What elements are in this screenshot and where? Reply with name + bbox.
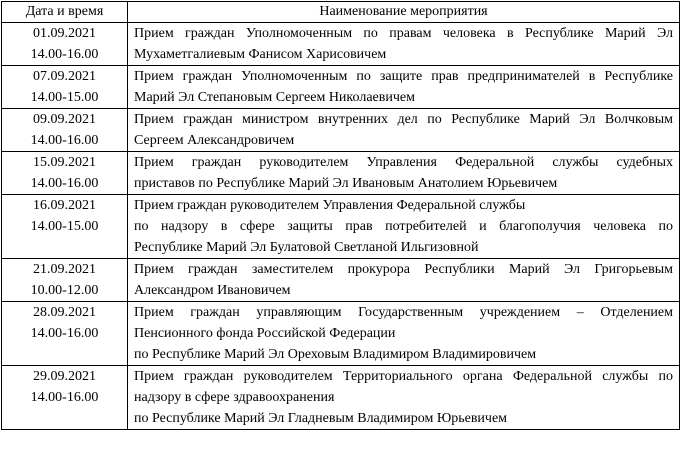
event-description-line: Пенсионного фонда Российской Федерации [134, 326, 396, 341]
event-description-line: Прием граждан управляющим Государственным учреждением – Отделением [134, 305, 673, 320]
date-time-cell [2, 66, 128, 109]
event-time: 14.00-16.00 [30, 176, 99, 191]
event-name-header: Наименование мероприятия [128, 2, 680, 23]
event-time: 14.00-16.00 [30, 326, 99, 341]
table-row [2, 109, 680, 152]
date-time-cell [2, 152, 128, 195]
event-date: 07.09.2021 [33, 69, 96, 84]
table-row [2, 66, 680, 109]
header-row [2, 2, 680, 23]
event-description-line: Республике Марий Эл Булатовой Светланой Ильгизовной [134, 240, 479, 255]
event-description-line: Прием граждан руководителем Управления Федеральной службы [134, 198, 526, 213]
event-time: 14.00-15.00 [30, 219, 99, 234]
date-time-header: Дата и время [2, 2, 128, 23]
event-description-line: Прием граждан министром внутренних дел по Республике Марий Эл Волчковым [134, 112, 673, 127]
date-time-cell [2, 109, 128, 152]
schedule-table [1, 1, 680, 430]
event-description-line: Сергеем Александровичем [134, 133, 295, 148]
event-date: 16.09.2021 [33, 198, 96, 213]
table-row [2, 366, 680, 430]
event-time: 14.00-16.00 [30, 47, 99, 62]
event-description-line: надзору в сфере здравоохранения [134, 390, 335, 405]
event-date: 21.09.2021 [33, 262, 96, 277]
event-date: 29.09.2021 [33, 369, 96, 384]
event-description-line: Марий Эл Степановым Сергеем Николаевичем [134, 90, 415, 105]
event-description-line: Прием граждан руководителем Территориального органа Федеральной службы по [134, 369, 673, 384]
table-row [2, 195, 680, 259]
table-row [2, 152, 680, 195]
table-row [2, 302, 680, 366]
event-description-line: Прием граждан заместителем прокурора Республики Марий Эл Григорьевым [134, 262, 673, 277]
event-description-line: Прием граждан Уполномоченным по защите прав предпринимателей в Республике [134, 69, 673, 84]
date-time-cell [2, 23, 128, 66]
table-row [2, 23, 680, 66]
event-time: 10.00-12.00 [30, 283, 99, 298]
event-name-cell [128, 66, 680, 109]
event-date: 28.09.2021 [33, 305, 96, 320]
event-time: 14.00-16.00 [30, 390, 99, 405]
event-description-line: приставов по Республике Марий Эл Ивановым Анатолием Юрьевичем [134, 176, 558, 191]
date-time-cell [2, 195, 128, 259]
event-time: 14.00-15.00 [30, 90, 99, 105]
date-time-cell [2, 302, 128, 366]
event-date: 01.09.2021 [33, 26, 96, 41]
table-body [2, 23, 680, 430]
event-description-line: по Республике Марий Эл Ореховым Владимиром Владимировичем [134, 347, 537, 362]
event-description-line: по Республике Марий Эл Гладневым Владимиром Юрьевичем [134, 411, 508, 426]
event-name-cell [128, 259, 680, 302]
event-name-cell [128, 195, 680, 259]
event-time: 14.00-16.00 [30, 133, 99, 148]
date-time-cell [2, 259, 128, 302]
event-description-line: Мухаметгалиевым Фанисом Харисовичем [134, 47, 387, 62]
event-name-cell [128, 366, 680, 430]
event-description-line: Александром Ивановичем [134, 283, 291, 298]
date-time-cell [2, 366, 128, 430]
event-description-line: Прием граждан Уполномоченным по правам человека в Республике Марий Эл [134, 26, 673, 41]
event-date: 09.09.2021 [33, 112, 96, 127]
event-description-line: Прием граждан руководителем Управления Федеральной службы судебных [134, 155, 673, 170]
event-name-cell [128, 23, 680, 66]
event-name-cell [128, 109, 680, 152]
table-row [2, 259, 680, 302]
event-date: 15.09.2021 [33, 155, 96, 170]
event-name-cell [128, 152, 680, 195]
event-description-line: по надзору в сфере защиты прав потребителей и благополучия человека по [134, 219, 673, 234]
event-name-cell [128, 302, 680, 366]
